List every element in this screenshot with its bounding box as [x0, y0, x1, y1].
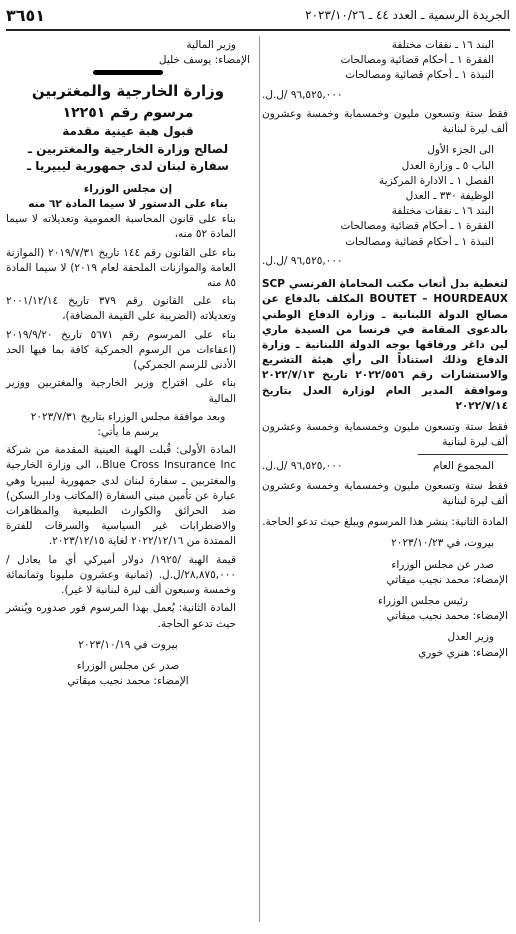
- page-number: ٣٦٥١: [6, 6, 46, 25]
- legal-basis: بناء على القانون رقم ٣٧٩ تاريخ ٢٠٠١/١٢/١٤ وتعديلاته (الضريبة على القيمة المضافة)،: [6, 295, 236, 323]
- decree-subject: سفارة لبنان لدى جمهورية ليبيريا ـ: [27, 159, 229, 174]
- amount-in-words: فقط ستة وتسعون مليون وخمسماية وخمسة وعشرون ألف ليرة لبنانية: [262, 107, 508, 136]
- place-date: بيروت، في ٢٠٢٣/١٠/٢٣: [391, 537, 494, 550]
- signature: الإمضاء: محمد نجيب ميقاتي: [386, 573, 508, 586]
- amount: ٩٦,٥٢٥,٠٠٠ /ل.ل.: [262, 88, 343, 101]
- issued-by: صدر عن مجلس الوزراء: [391, 558, 494, 571]
- minister-title: وزير العدل: [447, 631, 494, 644]
- right-column: [262, 38, 508, 661]
- budget-line: الفصل ١ ـ الادارة المركزية: [379, 174, 494, 187]
- budget-line: الى الجزء الأول: [427, 144, 494, 157]
- budget-line: النبذة ١ ـ أحكام قضائية ومصالحات: [345, 69, 494, 82]
- decree-subject: لصالح وزارة الخارجية والمغتربين ـ: [27, 141, 229, 156]
- issued-by: صدر عن مجلس الوزراء: [76, 660, 180, 672]
- legal-basis: بناء على المرسوم رقم ٥٦٧١ تاريخ ٢٠١٩/٩/٢٠ (اعفاءات من الرسوم الجمركية كافة بما فيها الحد الأدنى للرسم الجمركي): [6, 328, 236, 372]
- gazette-title: الجريدة الرسمية ـ العدد ٤٤ ـ ٢٠٢٣/١٠/٢٦: [305, 8, 510, 22]
- total-label: المجموع العام: [433, 460, 494, 473]
- amount: ٩٦,٥٢٥,٠٠٠ /ل.ل.: [262, 254, 343, 267]
- total-rule: [418, 454, 508, 455]
- budget-line: الوظيفة ٣٣٠ ـ العدل: [405, 189, 494, 202]
- place-date: بيروت في ٢٠٢٣/١٠/١٩: [78, 638, 178, 651]
- signature: الإمضاء: يوسف خليل: [158, 54, 250, 67]
- amount-in-words: فقط ستة وتسعون مليون وخمسماية وخمسة وعشرون ألف ليرة لبنانية: [262, 421, 508, 449]
- budget-line: النبذة ١ ـ أحكام قضائية ومصالحات: [345, 235, 494, 248]
- pm-title: رئيس مجلس الوزراء: [377, 595, 468, 607]
- section-separator: [93, 70, 163, 75]
- budget-line: الفقرة ١ ـ أحكام قضائية ومصالحات: [340, 54, 494, 67]
- budget-line: البند ١٦ ـ نفقات مختلفة: [391, 39, 494, 51]
- decree-number: مرسوم رقم ١٢٢٥١: [62, 105, 194, 122]
- header-rule: [6, 29, 510, 31]
- approval: وبعد موافقة مجلس الوزراء بتاريخ ٢٠٢٣/٧/٣١: [30, 410, 226, 423]
- budget-line: الباب ٥ ـ وزارة العدل: [401, 159, 494, 172]
- amount-in-words: فقط ستة وتسعون مليون وخمسماية وخمسة وعشرون ألف ليرة لبنانية: [262, 479, 508, 507]
- legal-basis: بناء على قانون المحاسبة العمومية وتعديلاته لا سيما المادة ٥٢ منه،: [6, 213, 236, 241]
- total-row: [262, 459, 508, 474]
- signature: الإمضاء: هنري خوري: [418, 646, 508, 659]
- gift-value: قيمة الهبة /١٩٢٥/ دولار أميركي أي ما يعادل /٢٨,٨٧٥,٠٠٠/ل.ل. (ثمانية وعشرون مليونا وثمانمائة وخمسة وسبعون ألف ليرة لبنانية لا غير).: [6, 553, 236, 597]
- signature: الإمضاء: محمد نجيب ميقاتي: [386, 610, 508, 623]
- left-column: [6, 38, 250, 689]
- ministry-heading: وزارة الخارجية والمغتربين: [31, 82, 225, 101]
- decree-subject: قبول هبة عينية مقدمة: [62, 124, 194, 139]
- purpose-paragraph: لتغطية بدل أتعاب مكتب المحاماة الفرنسي SCP BOUTET – HOURDEAUX المكلف بالدفاع عن مصالح الدولة اللبنانية ـ وزارة الدفاع الوطني بالدعوى المقامة في فرنسا من السيدة ماري لين داغر ورفاقها بوجه الدولة اللبنانية ـ وزارة الدفاع وذلك استناداً الى رأي هيئة التشريع والاستشارات رقم ٢٠٢٢/٥٥٦ تاريخ ٢٠٢٢/٧/١٣ وموافقة المدير العام لوزارة العدل بتاريخ ٢٠٢٢/٧/١٤: [262, 278, 508, 412]
- legal-basis: بناء على القانون رقم ١٤٤ تاريخ ٢٠١٩/٧/٣١ (الموازنة العامة والموازنات الملحقة لعام ٢٠١٩) لا سيما المادة ٨٥ منه: [6, 246, 236, 289]
- budget-line: البند ١٦ ـ نفقات مختلفة: [391, 205, 494, 218]
- budget-line: الفقرة ١ ـ أحكام قضائية ومصالحات: [340, 220, 494, 233]
- page-header: [6, 6, 510, 28]
- total-amount: ٩٦,٥٢٥,٠٠٠ /ل.ل.: [262, 460, 343, 473]
- column-divider: [259, 36, 260, 922]
- article-two: المادة الثانية: ينشر هذا المرسوم ويبلغ حيث تدعو الحاجة.: [262, 516, 508, 529]
- minister-title: وزير المالية: [186, 39, 236, 51]
- legal-basis: بناء على اقتراح وزير الخارجية والمغتربين ووزير المالية: [6, 377, 236, 405]
- signature: الإمضاء: محمد نجيب ميقاتي: [67, 675, 189, 688]
- decrees-heading: يرسم ما يأتي:: [97, 425, 159, 438]
- article-two: المادة الثانية: يُعمل بهذا المرسوم فور صدوره ويُنشر حيث تدعو الحاجة.: [6, 602, 236, 630]
- cabinet-heading: إن مجلس الوزراء: [83, 182, 173, 195]
- article-one: المادة الأولى: قُبلت الهبة العينية المقدمة من شركة Blue Cross Insurance Inc.، الى وزارة الخارجية والمغتربين ـ سفارة لبنان لدى جمهورية ليبيريا وهي عبارة عن تأمين مبنى السفارة (المكاتب ودار السكن) ضد الحرائق والكوارث الطبيعية والمظاهرات والاضطرابات غير السياسية والسرقات للفترة الممتدة من ٢٠٢٢/١٢/١٦ لغاية ٢٠٢٣/١٢/١٥.: [6, 444, 236, 548]
- constitution-basis: بناء على الدستور لا سيما المادة ٦٢ منه: [28, 197, 228, 210]
